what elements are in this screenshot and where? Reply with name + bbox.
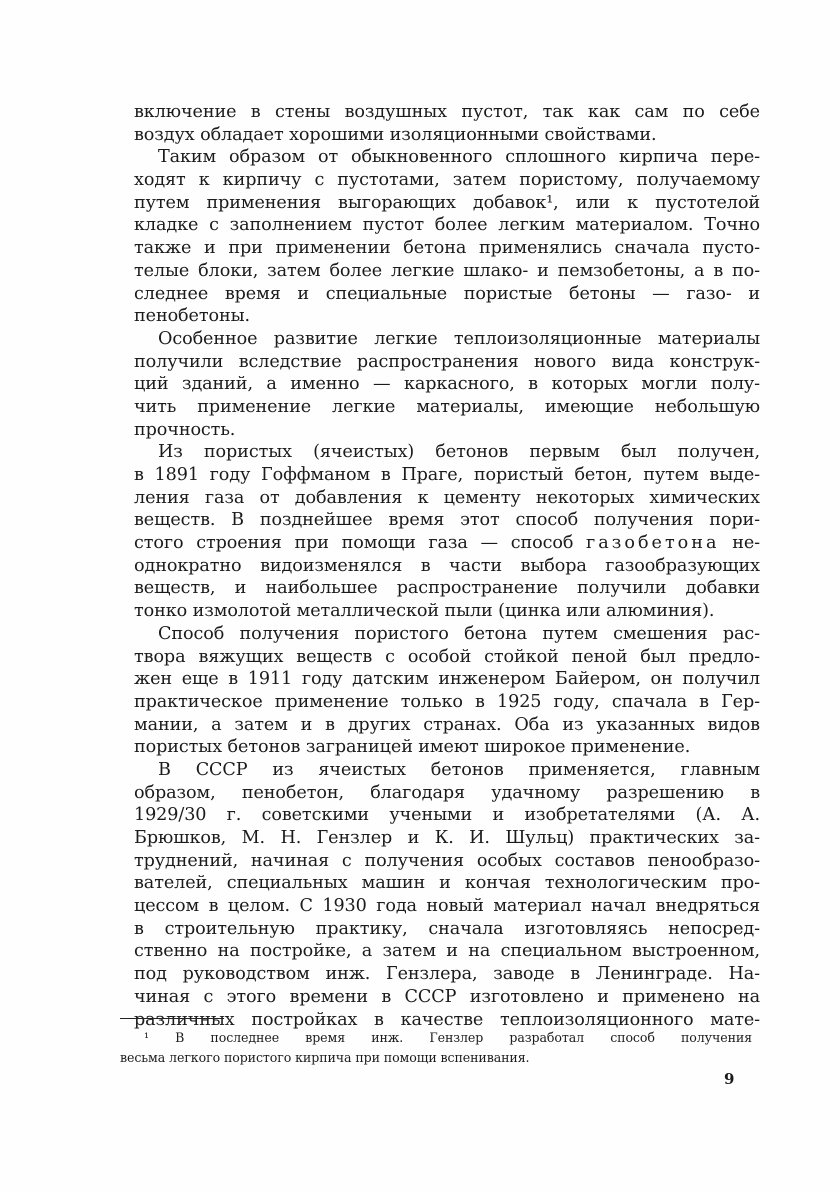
footnote-line: ¹ В последнее время инж. Гензлер разработал способ получения <box>144 1030 752 1045</box>
text-line: телые блоки, затем более легкие шлако- и пемзобетоны, а в по- <box>134 260 760 281</box>
text-line: путем применения выгорающих добавок¹, или к пустотелой <box>134 192 760 213</box>
text-line: включение в стены воздушных пустот, так как сам по себе <box>134 102 760 122</box>
text-line: труднений, начиная с получения особых составов пенообразо- <box>134 850 760 871</box>
text-line: чить применение легкие материалы, имеющие небольшую <box>134 396 760 417</box>
main-text <box>134 101 760 1031</box>
text-line: пористых бетонов заграницей имеют широкое применение. <box>134 737 691 758</box>
text-line: веществ, и наибольшее распространение получили добавки <box>134 578 760 599</box>
text-line: веществ. В позднейшее время этот способ получения пори- <box>134 510 760 531</box>
text-line: Особенное развитие легкие теплоизоляционные материалы <box>158 328 760 349</box>
text-line: под руководством инж. Гензлера, заводе в Ленинграде. На- <box>134 964 760 985</box>
text-line: 1929/30 г. советскими учеными и изобретателями (А. А. <box>134 805 760 826</box>
text-line: твора вяжущих веществ с особой стойкой пеной был предло- <box>134 646 760 667</box>
text-line: в строительную практику, сначала изготовляясь непосред- <box>134 918 760 939</box>
text-line-spaced: стого строения при помощи газа — способ газобетона не- <box>134 533 760 554</box>
footnote <box>120 1028 752 1067</box>
text-line: мании, а затем и в других странах. Оба из указанных видов <box>134 714 760 735</box>
text-line: Брюшков, М. Н. Гензлер и К. И. Шульц) практических за- <box>134 828 760 848</box>
text-line: ления газа от добавления к цементу некоторых химических <box>134 487 760 508</box>
text-line: ственно на постройке, а затем и на специальном выстроенном, <box>134 941 760 962</box>
text-line: однократно видоизменялся в части выбора газообразующих <box>134 555 760 576</box>
page-number: 9 <box>724 1070 735 1088</box>
text-line: различных постройках в качестве теплоизоляционного мате- <box>134 1009 760 1030</box>
text-line: практическое применение только в 1925 году, спачала в Гер- <box>134 691 760 712</box>
text-line: следнее время и специальные пористые бетоны — газо- и <box>134 283 760 304</box>
text-line: получили вследствие распространения нового вида конструк- <box>134 351 760 372</box>
text-line: жен еще в 1911 году датским инженером Байером, он получил <box>134 669 760 690</box>
text-line: Из пористых (ячеистых) бетонов первым был получен, <box>158 442 760 463</box>
text-line: тонко измолотой металлической пыли (цинка или алюминия). <box>134 601 715 622</box>
spaced-term: газобетона <box>586 533 720 554</box>
text-line: воздух обладает хорошими изоляционными свойствами. <box>134 124 657 145</box>
footnote-divider <box>120 1018 224 1019</box>
text-line: Таким образом от обыкновенного сплошного кирпича пере- <box>158 147 760 168</box>
text-line: ций зданий, а именно — каркасного, в которых могли полу- <box>134 374 760 395</box>
text-line: также и при применении бетона применялись сначала пусто- <box>134 238 760 259</box>
text-line: пенобетоны. <box>134 306 251 327</box>
footnote-line: весьма легкого пористого кирпича при помощи вспенивания. <box>120 1049 530 1065</box>
text-line: вателей, специальных машин и кончая технологическим про- <box>134 873 760 894</box>
text-line: в 1891 году Гоффманом в Праге, пористый бетон, путем выде- <box>134 465 760 485</box>
text-line: прочность. <box>134 419 236 440</box>
text-line: кладке с заполнением пустот более легким материалом. Точно <box>134 215 760 236</box>
text-line: образом, пенобетон, благодаря удачному разрешению в <box>134 782 760 803</box>
text-line: чиная с этого времени в СССР изготовлено и применено на <box>134 986 760 1007</box>
text-line: Способ получения пористого бетона путем смешения рас- <box>158 623 760 644</box>
text-line: В СССР из ячеистых бетонов применяется, главным <box>158 759 760 780</box>
text-line: ходят к кирпичу с пустотами, затем пористому, получаемому <box>134 170 760 191</box>
text-line: цессом в целом. С 1930 года новый материал начал внедряться <box>134 896 760 917</box>
